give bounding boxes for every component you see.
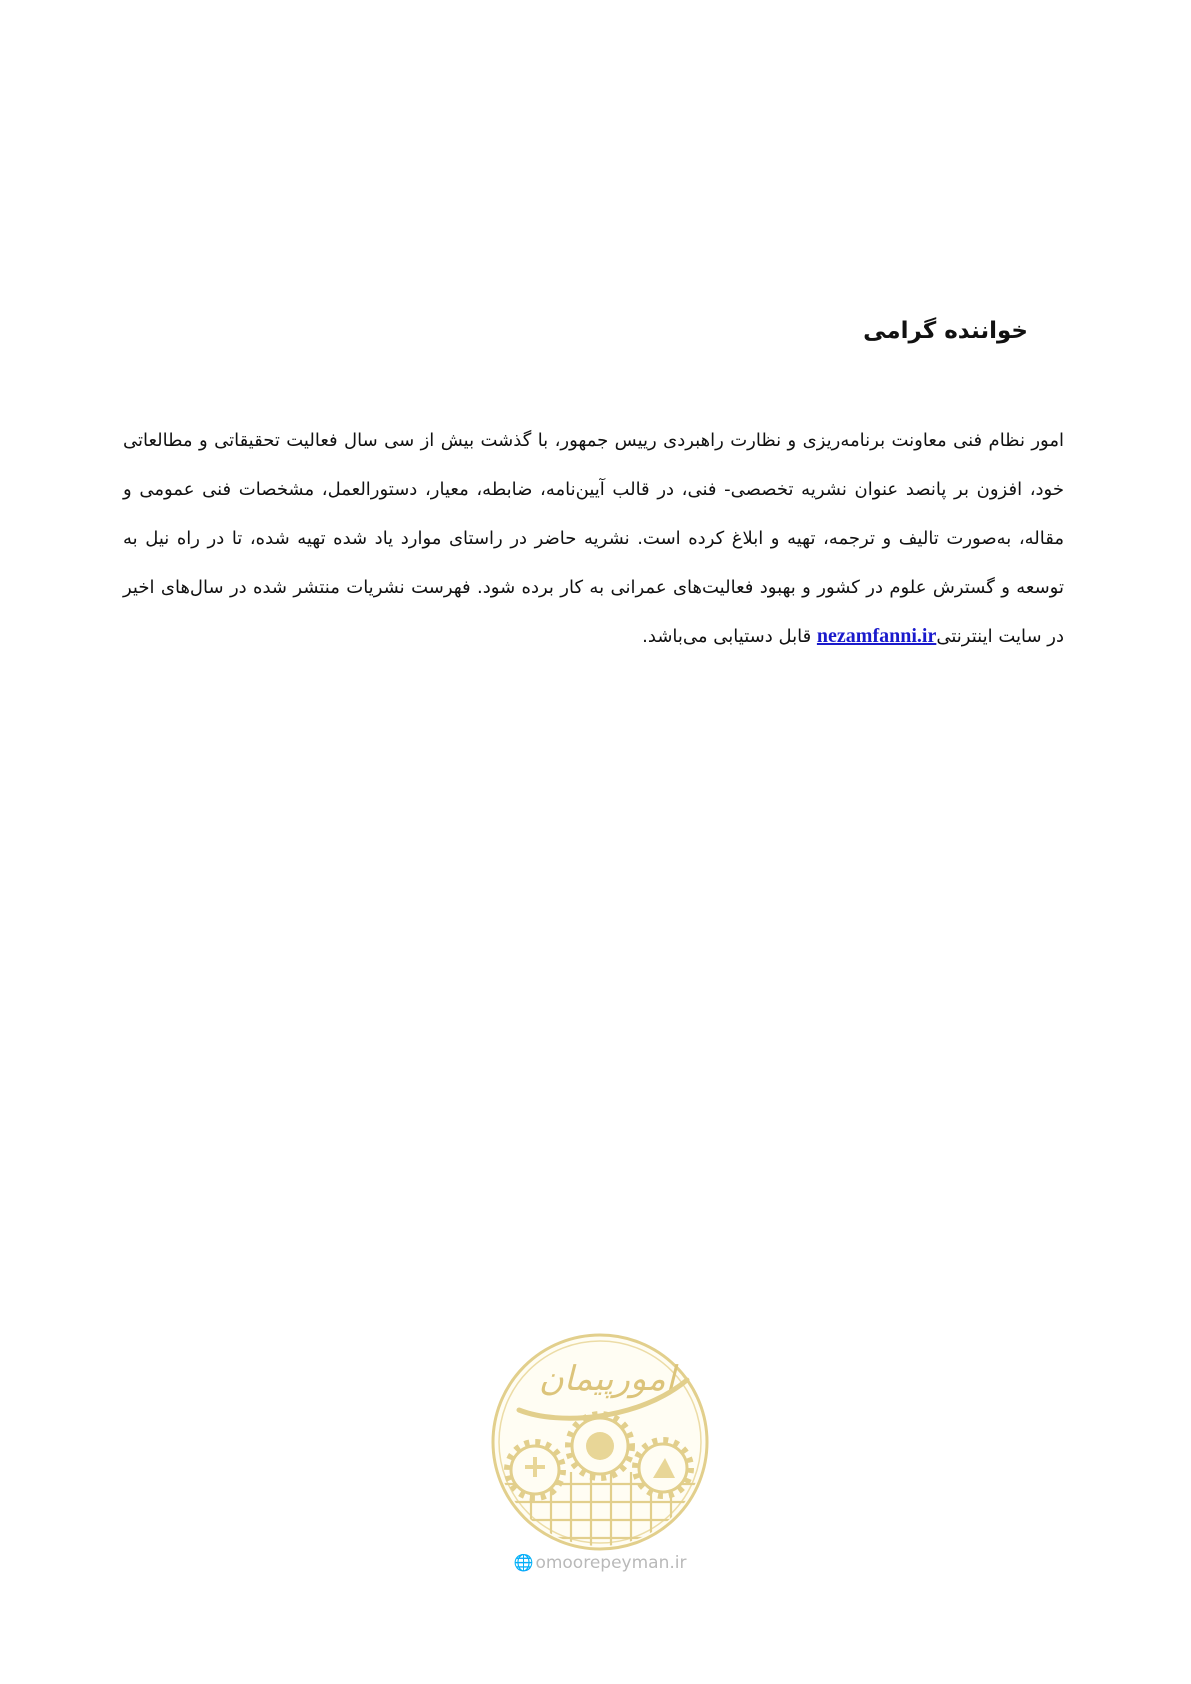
globe-icon: 🌐	[513, 1553, 534, 1572]
paragraph-text-after-link: قابل دستیابی می‌باشد.	[642, 626, 817, 647]
watermark-seal-icon	[489, 1322, 711, 1562]
page-heading: خواننده گرامی	[863, 318, 1028, 344]
paragraph-text-before-link: امور نظام فنی معاونت برنامه‌ریزی و نظارت راهبردی رییس جمهور، با گذشت بیش از سی سال فعالیت تحقیقاتی و مطالعاتی خود، افزون بر پانصد عنوان نشریه تخصصی- فنی، در قالب آیین‌نامه، ضابطه، معیار، دستورالعمل، مشخصات فنی عمومی و مقاله، به‌صورت تالیف و ترجمه، تهیه و ابلاغ کرده است. نشریه حاضر در راستای موارد یاد شده تهیه شده، تا در راه نیل به توسعه و گسترش علوم در کشور و بهبود فعالیت‌های عمرانی به کار برده شود. فهرست نشریات منتشر شده در سال‌های اخیر در سایت اینترنتی	[123, 430, 1064, 647]
watermark-script: امورپیمان	[538, 1359, 676, 1399]
nezamfanni-link[interactable]: nezamfanni.ir	[816, 625, 937, 647]
intro-paragraph	[123, 416, 1064, 661]
watermark-caption	[480, 1553, 720, 1573]
watermark-caption-text: omoorepeyman.ir	[535, 1553, 687, 1573]
watermark-logo	[489, 1322, 711, 1562]
